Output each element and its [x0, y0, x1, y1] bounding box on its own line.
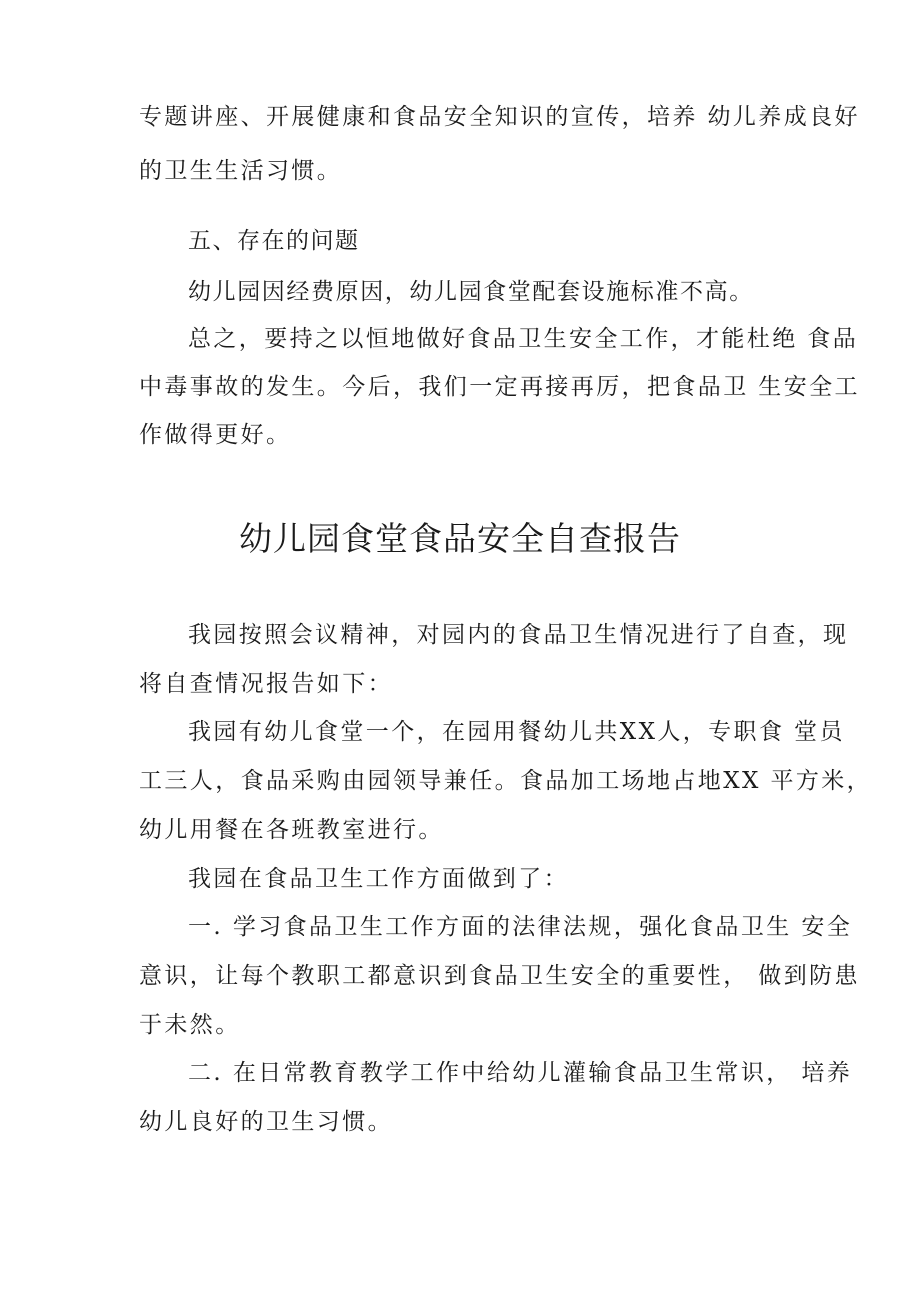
- paragraph-line: 我园在食品卫生工作方面做到了：: [188, 866, 569, 892]
- paragraph-line: 作做得更好。: [139, 422, 292, 448]
- paragraph-line: 幼儿园因经费原因，幼儿园食堂配套设施标准不高。: [188, 279, 754, 305]
- paragraph-line: 工三人，食品采购由园领导兼任。食品加工场地占地XX 平方米，: [139, 768, 873, 794]
- paragraph-line: 将自查情况报告如下：: [139, 671, 393, 697]
- list-item-line: 一. 学习食品卫生工作方面的法律法规，强化食品卫生 安全: [188, 914, 853, 940]
- paragraph-line: 幼儿用餐在各班教室进行。: [139, 817, 444, 843]
- list-item-line: 于未然。: [139, 1012, 241, 1038]
- list-item-line: 幼儿良好的卫生习惯。: [139, 1109, 393, 1135]
- paragraph-line: 我园有幼儿食堂一个，在园用餐幼儿共XX人，专职食 堂员: [188, 719, 845, 745]
- list-item-line: 二. 在日常教育教学工作中给幼儿灌输食品卫生常识， 培养: [188, 1060, 853, 1086]
- paragraph-line: 我园按照会议精神，对园内的食品卫生情况进行了自查，现: [188, 622, 849, 648]
- list-item-line: 意识，让每个教职工都意识到食品卫生安全的重要性， 做到防患: [139, 963, 860, 989]
- page-title: 幼儿园食堂食品安全自查报告: [239, 519, 681, 558]
- section-heading: 五、存在的问题: [188, 228, 360, 254]
- paragraph-line: 总之，要持之以恒地做好食品卫生安全工作，才能杜绝 食品: [188, 326, 859, 352]
- paragraph-line: 中毒事故的发生。今后，我们一定再接再厉，把食品卫 生安全工: [139, 374, 860, 400]
- paragraph-line: 专题讲座、开展健康和食品安全知识的宣传，培养 幼儿养成良好: [139, 104, 860, 130]
- paragraph-line: 的卫生生活习惯。: [139, 158, 343, 184]
